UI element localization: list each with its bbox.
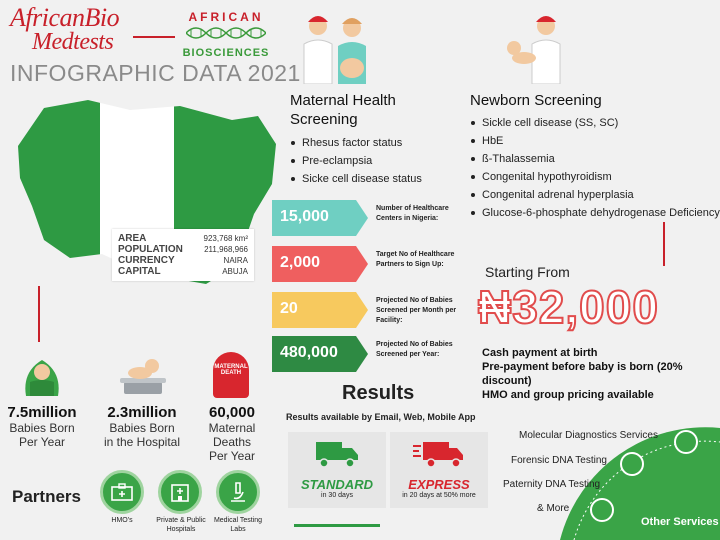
country-info-card [112, 229, 254, 281]
stat-number: 7.5million [7, 404, 77, 421]
maternal-title-line2: Screening [290, 111, 358, 128]
partner-logo-top: AFRICAN [188, 10, 264, 24]
stat-label: Babies Born [109, 421, 175, 435]
payment-options [482, 346, 720, 402]
list-item: Rhesus factor status [290, 134, 422, 152]
list-item: Glucose-6-phosphate dehydrogenase Deficiency [470, 204, 720, 222]
fast-truck-icon [413, 438, 465, 470]
list-item: ß-Thalassemia [470, 150, 720, 168]
dna-icon [186, 26, 266, 40]
country-value: 923,768 km² [203, 234, 248, 243]
partner-label: Private & Public Hospitals [156, 517, 206, 533]
price-value: ₦32,000 [478, 281, 659, 333]
badge-line1: MATERNAL [214, 364, 248, 370]
standard-sub: in 30 days [321, 492, 353, 499]
stat-number: 60,000 [209, 404, 255, 421]
stat-label: Babies Born [9, 421, 75, 435]
country-key: POPULATION [118, 244, 183, 255]
payment-line: Pre-payment before baby is born (20% discount) [482, 361, 683, 387]
service-item: & More [537, 503, 570, 514]
country-row-currency [118, 255, 248, 266]
metric-desc: Projected No of Babies Screened per Year: [376, 341, 453, 358]
standard-name: STANDARD [301, 477, 373, 492]
country-row-area [118, 233, 248, 244]
logo-line2: Medtests [32, 29, 114, 55]
country-key: CAPITAL [118, 266, 161, 277]
partner-logo-bottom: BIOSCIENCES [182, 47, 270, 59]
metric-value: 2,000 [280, 254, 321, 271]
logo-line1: AfricanBio [10, 3, 120, 32]
list-item: Pre-eclampsia [290, 152, 422, 170]
newborn-section [470, 91, 720, 222]
country-row-capital [118, 266, 248, 277]
starting-from-label: Starting From [485, 264, 570, 280]
doctor-and-patient-icon [300, 10, 370, 84]
metric-babies-per-month [272, 292, 464, 328]
country-key: CURRENCY [118, 255, 175, 266]
stat-label: Maternal Deaths [208, 421, 256, 449]
maternal-title [290, 91, 396, 129]
hmo-icon [100, 470, 144, 514]
service-item: Paternity DNA Testing [503, 479, 601, 490]
list-item: Sicke cell disease status [290, 170, 422, 188]
list-item: Congenital hypothyroidism [470, 168, 720, 186]
hospital-icon [158, 470, 202, 514]
baby-scale-icon [118, 356, 168, 398]
metric-desc: Target No of Healthcare Partners to Sign Up: [376, 251, 455, 268]
newborn-title: Newborn Screening [470, 92, 602, 109]
partner-label: Medical Testing Labs [213, 517, 263, 533]
express-sub: in 20 days at 50% more [402, 492, 476, 499]
microscope-icon [216, 470, 260, 514]
metric-healthcare-centers [272, 200, 464, 236]
metric-desc: Number of Healthcare Centers in Nigeria: [376, 205, 449, 222]
express-name: EXPRESS [408, 477, 470, 492]
maternal-death-badge [213, 352, 249, 398]
badge-line2: DEATH [220, 370, 242, 376]
country-value: 211,968,966 [204, 245, 248, 254]
country-value: NAIRA [223, 256, 248, 265]
newborn-list [470, 114, 720, 222]
payment-line: HMO and group pricing available [482, 389, 654, 401]
truck-icon [314, 438, 360, 470]
list-item: Congenital adrenal hyperplasia [470, 186, 720, 204]
metric-babies-per-year [272, 336, 464, 372]
stat-label: Per Year [208, 449, 256, 463]
service-item: Forensic DNA Testing [511, 455, 607, 466]
country-key: AREA [118, 233, 147, 244]
divider-line [663, 222, 665, 266]
african-biosciences-logo [180, 10, 272, 59]
divider-line [38, 286, 40, 342]
payment-line: Cash payment at birth [482, 347, 598, 359]
africanbio-logo [10, 3, 120, 55]
maternal-title-line1: Maternal Health [290, 92, 396, 109]
metric-partners-target [272, 246, 464, 282]
metric-desc: Projected No of Babies Screened per Month per Facility: [376, 297, 457, 324]
results-title: Results [342, 382, 415, 404]
results-subtitle: Results available by Email, Web, Mobile App [286, 412, 476, 422]
maternal-list [290, 134, 422, 188]
list-item: Sickle cell disease (SS, SC) [470, 114, 720, 132]
express-card [390, 432, 488, 508]
stat-babies-born [6, 404, 78, 449]
doctor-with-baby-icon [500, 10, 566, 84]
stat-label: Per Year [18, 435, 66, 449]
country-value: ABUJA [222, 267, 248, 276]
stat-maternal-deaths [190, 404, 274, 463]
partners-title: Partners [12, 487, 81, 506]
stat-label: in the Hospital [103, 435, 181, 449]
stat-number: 2.3million [107, 404, 177, 421]
list-item: HbE [470, 132, 720, 150]
accent-bar [294, 524, 380, 527]
stat-hospital-births [102, 404, 182, 449]
standard-card [288, 432, 386, 508]
metric-value: 20 [280, 300, 298, 317]
metric-value: 480,000 [280, 344, 338, 361]
swaddled-baby-icon [20, 352, 64, 398]
metric-value: 15,000 [280, 208, 329, 225]
other-services-label: Other Services [641, 516, 719, 528]
country-row-population [118, 244, 248, 255]
partner-label: HMO's [111, 517, 133, 524]
service-item: Molecular Diagnostics Services [519, 430, 658, 441]
logo-divider [133, 36, 175, 38]
page-title: INFOGRAPHIC DATA 2021 [10, 60, 301, 86]
